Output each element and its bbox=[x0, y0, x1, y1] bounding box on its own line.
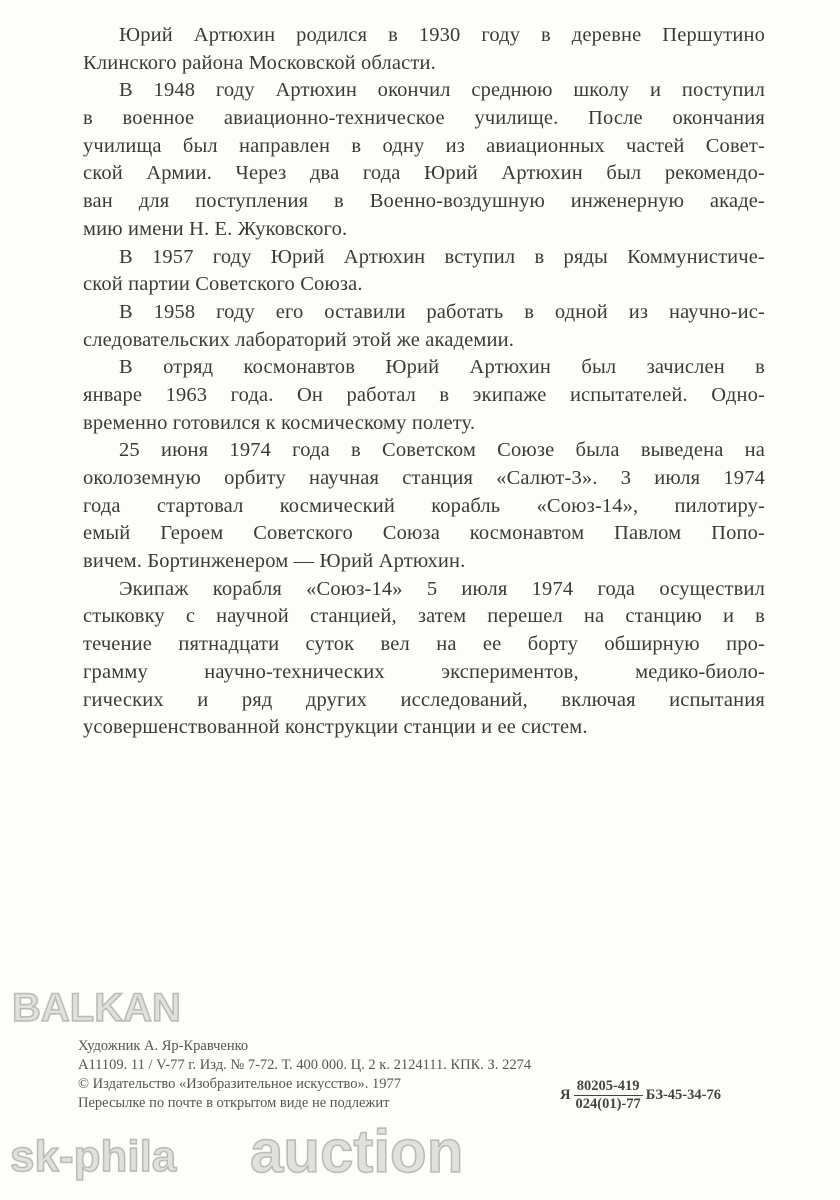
text-line: гических и ряд других исследований, включая испытания bbox=[83, 688, 765, 711]
index-prefix: Я bbox=[560, 1087, 571, 1103]
index-suffix: БЗ-45-34-76 bbox=[645, 1087, 721, 1103]
text-line: ской Армии. Через два года Юрий Артюхин был рекомендо- bbox=[83, 162, 765, 185]
text-line: в военное авиационно-техническое училище. После окончания bbox=[83, 107, 765, 130]
text-line: мию имени Н. Е. Жуковского. bbox=[83, 217, 348, 240]
text-line: околоземную орбиту научная станция «Салют-3». 3 июля 1974 bbox=[83, 467, 765, 489]
text-line: Экипаж корабля «Союз-14» 5 июля 1974 года осуществил bbox=[119, 577, 765, 600]
text-line: ван для поступления в Военно-воздушную инженерную акаде- bbox=[83, 190, 765, 213]
mail-note: Пересылке по почте в открытом виде не подлежит bbox=[78, 1095, 390, 1111]
text-line: В 1948 году Артюхин окончил среднюю школу и поступил bbox=[119, 79, 765, 102]
text-line: вичем. Бортинженером — Юрий Артюхин. bbox=[83, 550, 466, 573]
text-line: В 1958 году его оставили работать в одной из научно-ис- bbox=[119, 300, 765, 323]
text-line: временно готовился к космическому полету. bbox=[83, 411, 476, 434]
text-line: усовершенствованной конструкции станции и ее систем. bbox=[83, 716, 588, 739]
postal-index bbox=[560, 1078, 721, 1113]
text-line: ской партии Советского Союза. bbox=[83, 273, 363, 296]
biography-text bbox=[83, 22, 765, 742]
text-line: грамму научно-технических экспериментов, медико-биоло- bbox=[83, 660, 765, 683]
text-line: январе 1963 года. Он работал в экипаже испытателей. Одно- bbox=[83, 383, 765, 406]
text-line: года стартовал космический корабль «Союз-14», пилотиру- bbox=[83, 494, 765, 517]
print-info: А11109. 11 / V-77 г. Изд. № 7-72. Т. 400 000. Ц. 2 к. 2124111. КПК. З. 2274 bbox=[78, 1057, 532, 1073]
text-line: Юрий Артюхин родился в 1930 году в деревне Першутино bbox=[119, 24, 765, 46]
watermark-auction: auction bbox=[250, 1118, 464, 1185]
text-line: течение пятнадцати суток вел на ее борту обширную про- bbox=[83, 633, 765, 656]
text-line: В 1957 году Юрий Артюхин вступил в ряды Коммунистиче- bbox=[119, 245, 765, 268]
publication-footer bbox=[78, 1037, 531, 1113]
index-numerator: 80205-419 bbox=[574, 1078, 643, 1096]
publisher: © Издательство «Изобразительное искусство». 1977 bbox=[78, 1076, 402, 1092]
text-line: училища был направлен в одну из авиационных частей Совет- bbox=[83, 134, 765, 157]
text-line: стыковку с научной станцией, затем перешел на станцию и в bbox=[83, 605, 765, 628]
watermark-balkan: BALKAN bbox=[12, 986, 181, 1030]
watermark-skphila: sk-phila bbox=[10, 1132, 177, 1181]
text-line: Клинского района Московской области. bbox=[83, 51, 436, 74]
artist-credit: Художник А. Яр-Кравченко bbox=[78, 1038, 249, 1054]
text-line: 25 июня 1974 года в Советском Союзе была выведена на bbox=[119, 439, 765, 462]
text-line: следовательских лабораторий этой же академии. bbox=[83, 328, 515, 351]
index-denominator: 024(01)-77 bbox=[575, 1096, 641, 1112]
text-line: В отряд космонавтов Юрий Артюхин был зачислен в bbox=[119, 356, 765, 379]
text-line: емый Героем Советского Союза космонавтом Павлом Попо- bbox=[83, 522, 765, 545]
